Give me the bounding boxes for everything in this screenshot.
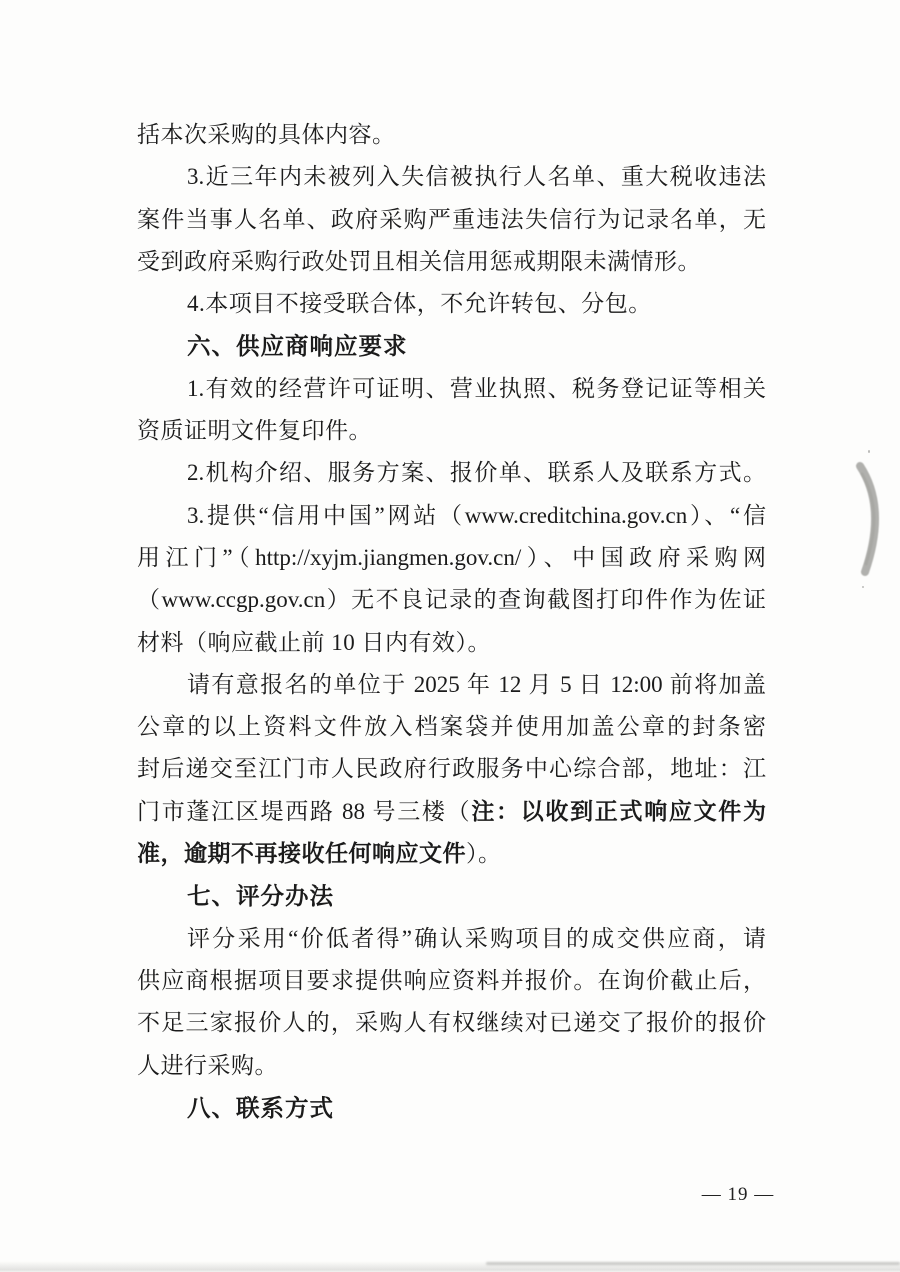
scan-speck: [862, 586, 864, 588]
text-segment: 受到政府采购行政处罚且相关信用惩戒期限未满情形。: [137, 248, 701, 274]
text-line: [137, 833, 766, 875]
section-heading: [137, 875, 766, 917]
text-segment: 请有意报名的单位于 2025 年 12 月 5 日 12:00 前将加盖: [187, 671, 766, 697]
text-line: [137, 748, 766, 790]
text-segment: 评分采用“价低者得”确认采购项目的成交供应商，请: [187, 925, 766, 951]
text-segment: 用江门”（http://xyjm.jiangmen.gov.cn/）、中国政府采购网: [137, 544, 766, 570]
text-line: [137, 791, 766, 833]
text-segment: 3.近三年内未被列入失信被执行人名单、重大税收违法: [187, 164, 766, 190]
text-segment: 公章的以上资料文件放入档案袋并使用加盖公章的封条密: [137, 714, 766, 740]
text-line: [137, 537, 766, 579]
text-line: [137, 1045, 766, 1087]
scan-speck: [868, 450, 870, 453]
page-number: — 19 —: [701, 1184, 775, 1205]
text-line: [137, 199, 766, 241]
text-line: [137, 622, 766, 664]
text-segment: 材料（响应截止前 10 日内有效）。: [137, 629, 491, 655]
text-segment: 不足三家报价人的，采购人有权继续对已递交了报价的报价: [137, 1010, 766, 1036]
text-segment: 括本次采购的具体内容。: [137, 122, 396, 147]
text-segment: （www.ccgp.gov.cn）无不良记录的查询截图打印件作为佐证: [137, 587, 766, 613]
text-segment: 七、评分办法: [187, 883, 334, 910]
document-body: [137, 114, 766, 1129]
text-line: [137, 960, 766, 1002]
text-line: [137, 452, 766, 494]
text-line: [137, 1002, 766, 1044]
text-segment: 1.有效的经营许可证明、营业执照、税务登记证等相关: [187, 375, 766, 401]
text-segment: 4.本项目不接受联合体，不允许转包、分包。: [187, 291, 652, 317]
text-segment: 准，逾期不再接收任何响应文件: [137, 841, 466, 867]
text-line: [137, 579, 766, 621]
text-line: [137, 495, 766, 537]
text-segment: 供应商根据项目要求提供响应资料并报价。在询价截止后，: [137, 967, 766, 993]
text-segment: 3.提供“信用中国”网站（www.creditchina.gov.cn）、“信: [187, 502, 766, 528]
text-line: [137, 241, 766, 283]
text-segment: 注：以收到正式响应文件为: [471, 798, 767, 824]
text-line: [137, 706, 766, 748]
text-segment: 案件当事人名单、政府采购严重违法失信行为记录名单，无: [137, 206, 766, 232]
text-segment: 2.机构介绍、服务方案、报价单、联系人及联系方式。: [187, 460, 766, 486]
text-line: [137, 918, 766, 960]
text-segment: 人进行采购。: [137, 1052, 278, 1078]
text-line: [137, 664, 766, 706]
text-segment: 封后递交至江门市人民政府行政服务中心综合部，地址：江: [137, 756, 766, 782]
section-heading: [137, 1087, 766, 1129]
text-segment: 资质证明文件复印件。: [137, 418, 372, 444]
text-line: [137, 114, 766, 156]
section-heading: [137, 325, 766, 367]
text-segment: ）。: [466, 841, 502, 867]
scan-bottom-shadow: [0, 1261, 900, 1272]
text-line: [137, 368, 766, 410]
text-line: [137, 410, 766, 452]
text-segment: 六、供应商响应要求: [187, 333, 408, 360]
text-segment: 八、联系方式: [187, 1094, 334, 1121]
text-segment: 门市蓬江区堤西路 88 号三楼（: [137, 798, 472, 824]
text-line: [137, 283, 766, 325]
scan-smudge-artifact: [850, 460, 890, 580]
text-line: [137, 156, 766, 198]
